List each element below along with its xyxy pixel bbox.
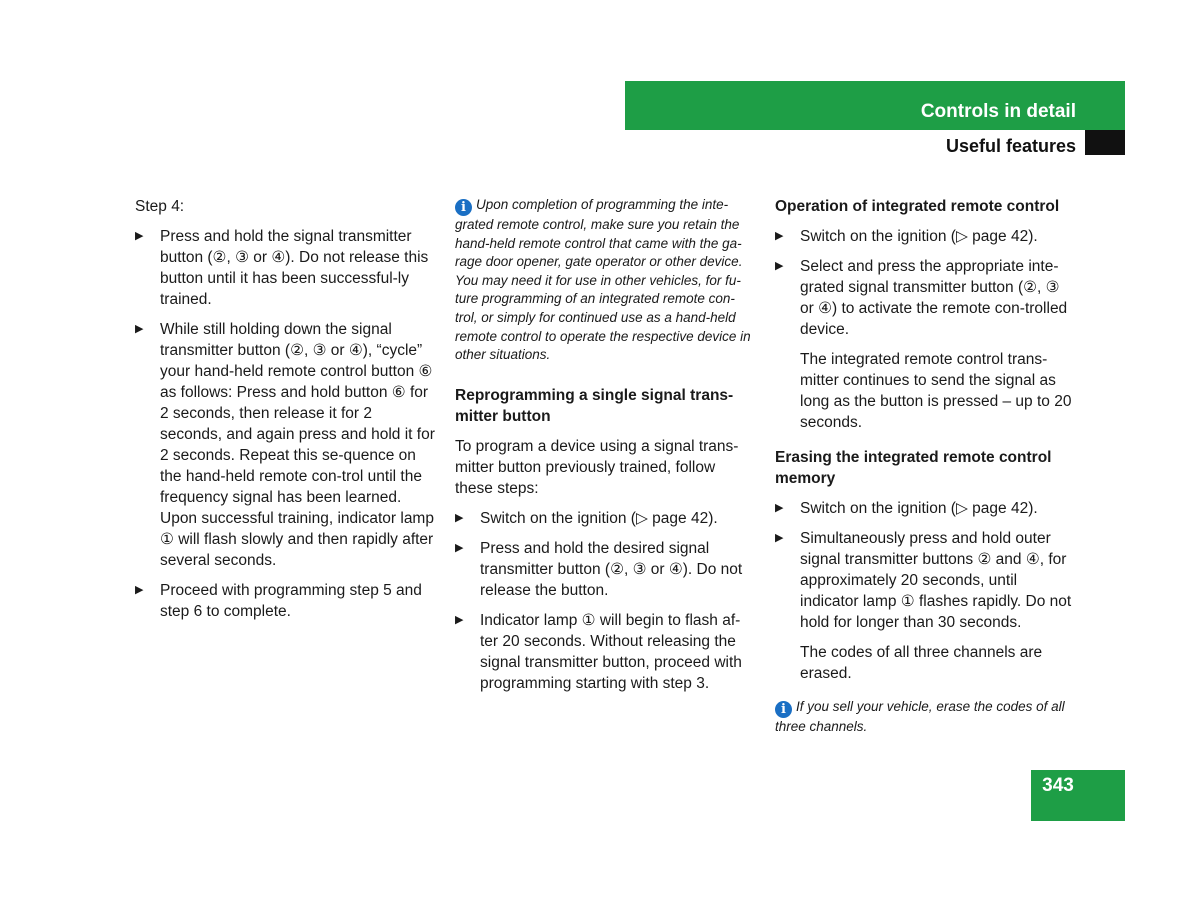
step-label: Step 4: — [135, 198, 185, 215]
list-item: ▶ Switch on the ignition (▷ page 42). — [775, 226, 1075, 247]
list-item: ▶ Simultaneously press and hold outer signal transmitter buttons ② and ④, for approximately 20 seconds, until indicator lamp ① flashes rapidly. Do not hold for longer than 30 seconds. — [775, 528, 1075, 633]
list-item: ▶ Press and hold the signal transmitter button (②, ③ or ④). Do not release this button until it has been successful-ly trained. — [135, 226, 435, 310]
list-item: ▶ Switch on the ignition (▷ page 42). — [775, 498, 1075, 519]
section-heading: Reprogramming a single signal trans-mitter button — [455, 386, 734, 425]
paragraph: The codes of all three channels are erased. — [800, 644, 1043, 682]
paragraph: The integrated remote control trans-mitter continues to send the signal as long as the button is pressed – up to 20 seconds. — [800, 351, 1072, 431]
header-marker — [1085, 130, 1125, 155]
list-item: ▶ Indicator lamp ① will begin to flash af-ter 20 seconds. Without releasing the signal transmitter button, proceed with programming starting with step 3. — [455, 610, 755, 694]
info-icon: i — [775, 701, 792, 718]
info-icon: i — [455, 199, 472, 216]
list-item: ▶ Switch on the ignition (▷ page 42). — [455, 508, 755, 529]
paragraph: To program a device using a signal trans-mitter button previously trained, follow these steps: — [455, 437, 739, 497]
section-heading: Erasing the integrated remote control memory — [775, 449, 1052, 487]
list-item: ▶ Press and hold the desired signal transmitter button (②, ③ or ④). Do not release the button. — [455, 538, 755, 601]
column-3 — [775, 196, 1075, 746]
section-heading: Operation of integrated remote control — [775, 198, 1060, 215]
page-number: 343 — [1042, 775, 1074, 796]
subsection-title: Useful features — [945, 136, 1076, 156]
info-note — [775, 698, 1075, 737]
info-note — [455, 196, 755, 365]
column-2 — [455, 196, 755, 703]
list-item: ▶ While still holding down the signal transmitter button (②, ③ or ④), “cycle” your hand-held remote control button ⑥ as follows: Press and hold button ⑥ for 2 seconds, then release it for 2 seconds, and again press and hold it for 2 seconds. Repeat this se-quence on the hand-held remote con-trol until the frequency signal has been learned. Upon successful training, indicator lamp ① will flash slowly and then rapidly after several seconds. — [135, 319, 435, 571]
info-note-text: Upon completion of programming the inte-grated remote control, make sure you retain the hand-held remote control that came with the ga-rage door opener, gate operator or other device. You may need it for use in other vehicles, for fu-ture programming of an integrated remote con-trol, or simply for continued use as a hand-held remote control to operate the respective device in other situations. — [455, 197, 751, 363]
list-item: ▶ Select and press the appropriate inte-grated signal transmitter button (②, ③ or ④) to activate the remote con-trolled device. — [775, 256, 1075, 340]
column-1 — [135, 196, 435, 631]
list-item: ▶ Proceed with programming step 5 and step 6 to complete. — [135, 580, 435, 622]
section-title: Controls in detail — [920, 101, 1076, 122]
info-note-text: If you sell your vehicle, erase the codes of all three channels. — [775, 699, 1065, 734]
